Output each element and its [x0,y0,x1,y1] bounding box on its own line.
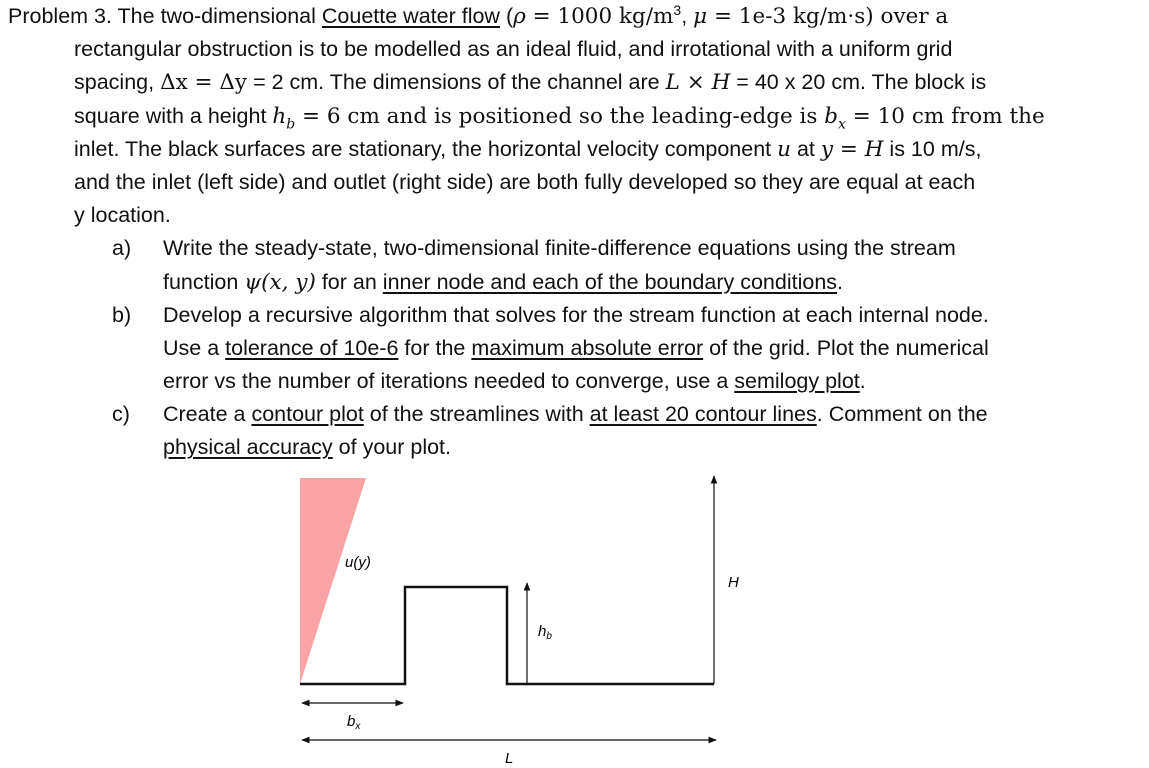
text: Develop a recursive algorithm that solves for the stream function at each internal node. [163,302,989,327]
text: at [790,136,821,161]
text: . [859,369,866,394]
text: = 6 cm and is positioned so the leading-edge is [295,103,825,129]
text: = 10 cm from the [845,103,1045,129]
text: inlet. The black surfaces are stationary, the horizontal velocity component [74,136,778,161]
part-label: a) [112,236,132,261]
math-rho: ρ [513,4,526,29]
text: ( [499,4,514,28]
text: of the grid. Plot the numerical [703,335,989,360]
text: and the inlet (left side) and outlet (right side) are both fully developed so they are equal at each [74,169,976,194]
text: = 1e-3 kg/m·s) over a [707,4,949,29]
underlined-term: maximum absolute error [471,335,704,360]
underlined-term: tolerance of 10e-6 [225,335,399,360]
channel-bottom-with-block [300,587,714,684]
H-label: H [728,574,739,591]
math-H: H [711,70,731,96]
text: Create a [163,402,252,427]
math-h: h [272,103,287,129]
text: Use a [163,335,226,360]
bx-label: $b_x$ [347,713,361,732]
math-y: y [820,136,834,162]
math-b: b [824,103,839,129]
text: for an [315,269,383,294]
text: y location. [74,203,171,228]
text: function [163,269,245,294]
math-dy: Δy [219,70,248,96]
text: of your plot. [332,435,452,460]
underlined-term: at least 20 contour lines [589,402,817,427]
text: of the streamlines with [363,402,590,427]
L-label: L [505,750,514,767]
text: = 1000 kg/m [525,4,674,29]
u-y-label: u(y) [345,554,371,571]
text: Problem 3. The two-dimensional [8,4,322,28]
math-u: u [777,136,791,162]
text: = [187,70,220,96]
math-psi: ψ(x, y) [244,269,316,295]
math-H: H [864,136,884,162]
part-label: c) [112,402,130,427]
text: square with a height [74,103,273,128]
underlined-term: Couette water flow [321,4,500,28]
text: is 10 m/s, [883,136,982,161]
superscript: 3 [673,1,682,18]
text: rectangular obstruction is to be modelled as an ideal fluid, and irrotational with a uniform grid [74,37,953,62]
math-dx: Δx [160,70,188,96]
text: Write the steady-state, two-dimensional finite-difference equations using the stream [163,236,956,261]
text: for the [398,335,472,360]
text: error vs the number of iterations needed to converge, use a [163,369,735,394]
underlined-term: contour plot [251,402,364,427]
text: . Comment on the [816,402,988,427]
subscript: b [286,115,296,132]
text: = 2 cm. The dimensions of the channel are [247,70,666,95]
underlined-term: semilogy plot [734,369,860,394]
text: spacing, [74,70,161,95]
underlined-term: physical accuracy [163,435,333,460]
underlined-term: inner node and each of the boundary conditions [382,269,838,294]
text: × [679,70,712,96]
math-L: L [665,70,680,96]
velocity-profile-triangle [300,478,366,684]
text: , [681,4,694,28]
hb-label: $h_b$ [538,623,552,642]
part-label: b) [112,302,132,327]
text: = 40 x 20 cm. The block is [730,70,987,95]
text: = [833,136,865,162]
math-mu: μ [693,4,708,29]
text: . [837,269,844,294]
subscript: x [838,115,846,132]
